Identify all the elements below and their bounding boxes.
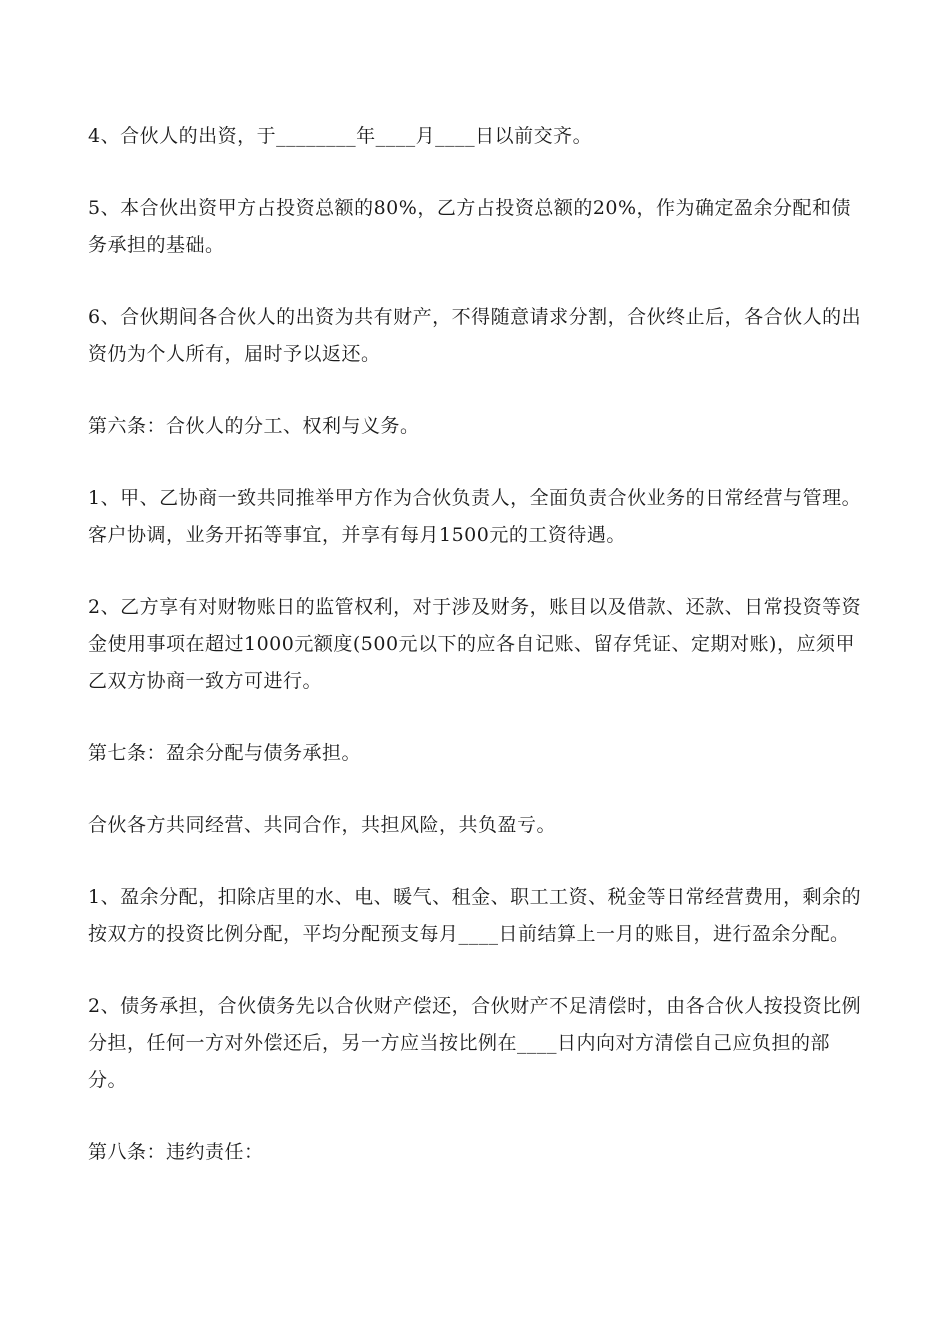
paragraph-profit-distribution: 1、盈余分配，扣除店里的水、电、暖气、租金、职工工资、税金等日常经营费用，剩余的按双方的投资比例分配，平均分配预支每月____日前结算上一月的账目，进行盈余分配。: [88, 886, 862, 945]
paragraph-capital-deadline: 4、合伙人的出资，于________年____月____日以前交齐。: [88, 125, 593, 147]
paragraph-partner-a-duties: 1、甲、乙协商一致共同推举甲方作为合伙负责人，全面负责合伙业务的日常经营与管理。客户协调，业务开拓等事宜，并享有每月1500元的工资待遇。: [88, 487, 862, 546]
paragraph-investment-ratio: 5、本合伙出资甲方占投资总额的80%，乙方占投资总额的20%，作为确定盈余分配和债务承担的基础。: [88, 197, 852, 256]
article-six-heading: 第六条：合伙人的分工、权利与义务。: [88, 415, 420, 437]
paragraph-partner-b-rights: 2、乙方享有对财物账日的监管权利，对于涉及财务，账目以及借款、还款、日常投资等资金使用事项在超过1000元额度(500元以下的应各自记账、留存凭证、定期对账)，应须甲乙双方协商一致方可进行。: [88, 596, 862, 692]
article-eight-heading: 第八条：违约责任：: [88, 1141, 264, 1163]
paragraph-common-property: 6、合伙期间各合伙人的出资为共有财产，不得随意请求分割，合伙终止后，各合伙人的出资仍为个人所有，届时予以返还。: [88, 306, 862, 365]
document-body: [88, 118, 868, 1206]
article-seven-heading: 第七条：盈余分配与债务承担。: [88, 742, 362, 764]
paragraph-shared-risk: 合伙各方共同经营、共同合作，共担风险，共负盈亏。: [88, 814, 557, 836]
paragraph-debt-bearing: 2、债务承担，合伙债务先以合伙财产偿还，合伙财产不足清偿时，由各合伙人按投资比例分担，任何一方对外偿还后，另一方应当按比例在____日内向对方清偿自己应负担的部分。: [88, 995, 862, 1091]
